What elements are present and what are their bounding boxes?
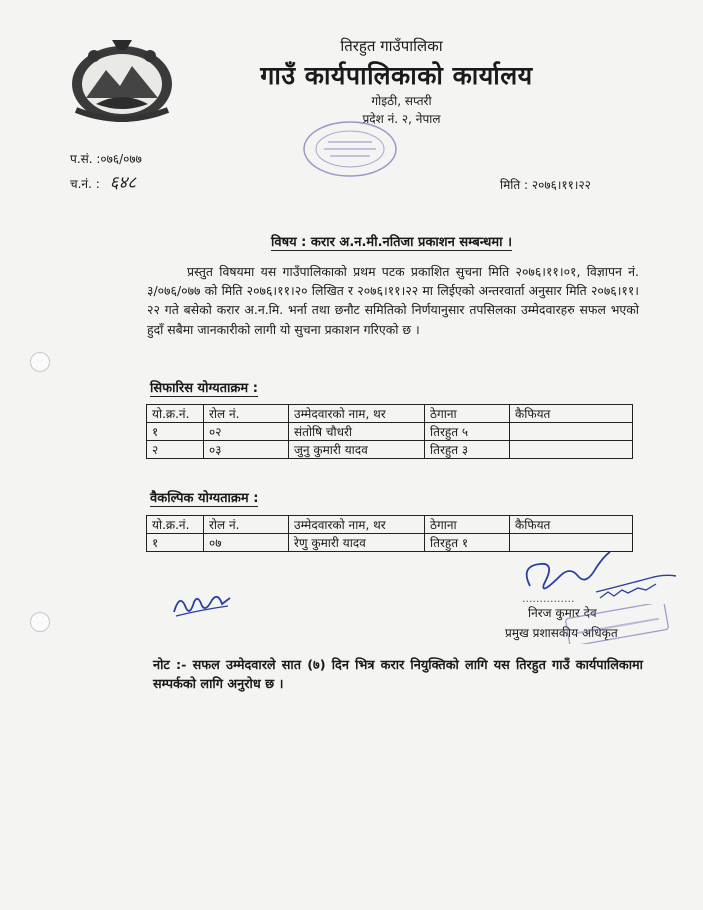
org-name: तिरहुत गाउँपालिका [340,37,443,55]
cha-na-value: ६४८ [109,173,137,193]
table-cell: १ [147,423,204,441]
binder-hole [30,352,50,372]
alternative-heading-text: वैकल्पिक योग्यताक्रम : [150,491,259,506]
office-location: गोइठी, सप्तरी [371,94,432,108]
column-header: यो.क्र.नं. [147,405,204,423]
column-header: कैफियत [510,405,633,423]
table-cell: रेणु कुमारी यादव [289,534,425,552]
table-row [147,423,633,441]
recommended-heading-text: सिफारिस योग्यताक्रम : [150,381,258,396]
table-cell: ०२ [204,423,289,441]
column-header: ठेगाना [425,405,510,423]
table-cell: ०३ [204,441,289,459]
cha-na-label: च.नं. : [70,177,100,191]
table-row [147,441,633,459]
signature-dotted-line: ............... [522,592,575,605]
column-header: रोल नं. [204,405,289,423]
table-header-row [147,405,633,423]
table-cell: १ [147,534,204,552]
table-cell [510,423,633,441]
reference-pa-sa: प.सं. :०७६/०७७ [70,152,142,166]
initials-signature-icon [170,586,240,620]
office-stamp-icon [298,118,402,180]
recommended-table [146,404,633,459]
alternative-heading [150,488,258,506]
table-cell: तिरहुत १ [425,534,510,552]
official-seal-icon [563,604,671,644]
column-header: उम्मेदवारको नाम, थर [289,516,425,534]
signatory-title: प्रमुख प्रशासकीय अधिकृत [505,626,618,640]
table-cell: ०७ [204,534,289,552]
note-text: नोट :- सफल उम्मेदवारले सात (७) दिन भित्र करार नियुक्तिको लागि यस तिरहुत गाउँ कार्यपालिकामा सम्पर्कको लागि अनुरोध छ । [153,658,643,692]
table-cell: तिरहुत ३ [425,441,510,459]
column-header: रोल नं. [204,516,289,534]
table-cell [510,441,633,459]
table-cell: तिरहुत ५ [425,423,510,441]
office-province: प्रदेश नं. २, नेपाल [362,112,441,126]
letter-date: मिति : २०७६।११।२२ [500,178,591,192]
column-header: यो.क्र.नं. [147,516,204,534]
column-header: ठेगाना [425,516,510,534]
reference-cha-na [70,170,136,193]
table-cell: जुनु कुमारी यादव [289,441,425,459]
office-title: गाउँ कार्यपालिकाको कार्यालय [260,61,533,90]
subject-line [0,232,703,250]
table-cell: संतोषि चौधरी [289,423,425,441]
table-cell: २ [147,441,204,459]
recommended-heading [150,378,258,396]
signatory-name: निरज कुमार देव [528,606,597,620]
binder-hole [30,612,50,632]
column-header: कैफियत [510,516,633,534]
column-header: उम्मेदवारको नाम, थर [289,405,425,423]
subject-text: विषय : करार अ.न.मी.नतिजा प्रकाशन सम्बन्धमा । [271,235,512,250]
table-header-row [147,516,633,534]
body-paragraph: प्रस्तुत विषयमा यस गाउँपालिकाको प्रथम पटक प्रकाशित सुचना मिति २०७६।११।०१, विज्ञापन नं. ३/०७६/०७७ को मिति २०७६।११।२० लिखित र २०७६।११।२२ मा लिईएको अन्तरवार्ता अनुसार मिति २०७६।११।२२ गते बसेको करार अ.न.मि. भर्ना तथा छनौट समितिको निर्णयानुसार तपसिलका उम्मेदवारहरु सफल भएको हुदाँ सबैमा जानकारीको लागी यो सुचना प्रकाशन गरिएको छ । [147,264,639,337]
